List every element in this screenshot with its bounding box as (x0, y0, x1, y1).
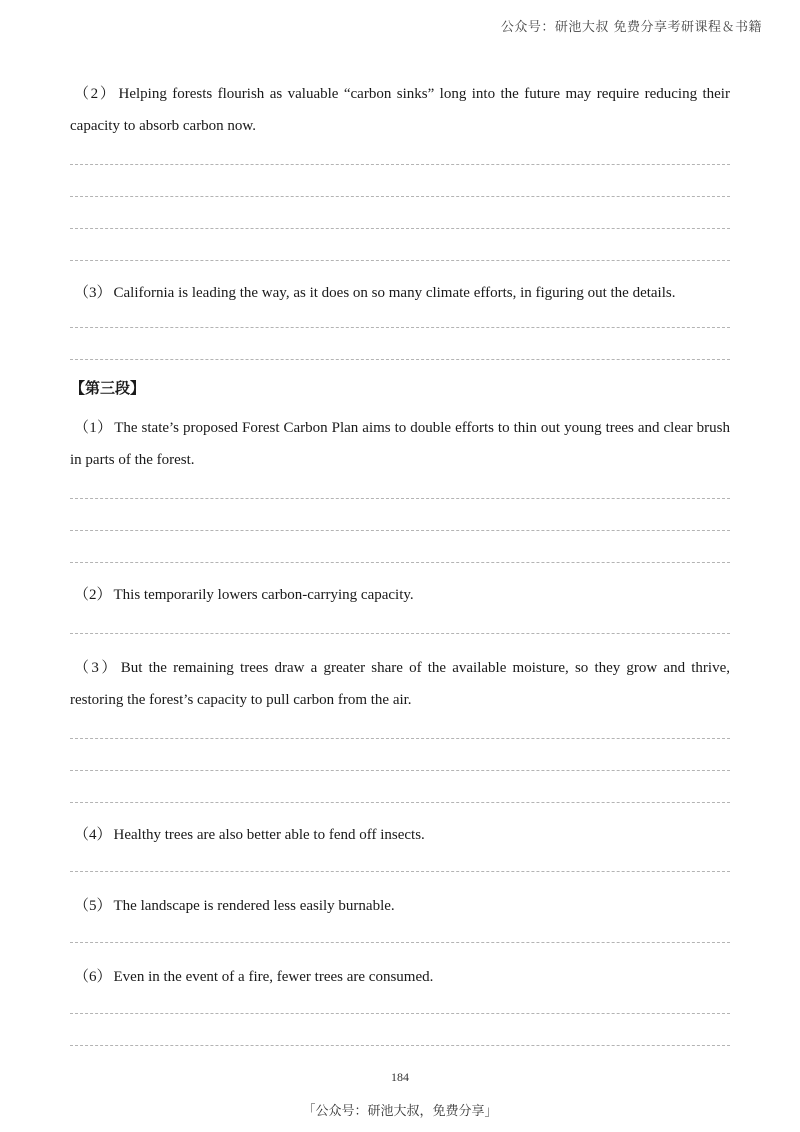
sentence-item (70, 579, 730, 611)
sentence-number: （5） (74, 898, 112, 914)
sentence-text: The state’s proposed Forest Carbon Plan aims to double efforts to thin out young trees and clear brush in parts of the forest. (70, 420, 730, 468)
sentence-text: Helping forests flourish as valuable “carbon sinks” long into the future may require reducing their capacity to absorb carbon now. (70, 86, 730, 134)
sentence-item (70, 652, 730, 716)
sentence-number: （3） (74, 285, 112, 301)
sentence-text: But the remaining trees draw a greater share of the available moisture, so they grow and thrive, restoring the forest’s capacity to pull carbon from the air. (70, 660, 730, 708)
answer-line[interactable] (70, 1045, 730, 1046)
sentence-item (70, 819, 730, 851)
worksheet-content (70, 78, 730, 1046)
sentence-number: （3） (74, 660, 119, 676)
sentence-number: （2） (74, 587, 112, 603)
footer-note: 「公众号：研池大叔，免费分享」 (302, 1104, 498, 1119)
sentence-item (70, 277, 730, 309)
sentence-item (70, 78, 730, 142)
section-title: 【第三段】 (70, 379, 146, 397)
page-number: 184 (391, 1070, 409, 1084)
sentence-item (70, 412, 730, 476)
sentence-text: California is leading the way, as it does on so many climate efforts, in figuring out the details. (113, 285, 676, 301)
header-note: 公众号：研池大叔 免费分享考研课程＆书籍 (500, 20, 762, 35)
sentence-text: This temporarily lowers carbon-carrying capacity. (113, 587, 414, 603)
sentence-number: （1） (74, 420, 113, 436)
sentence-number: （6） (74, 969, 112, 985)
sentence-text: Even in the event of a fire, fewer trees are consumed. (113, 969, 434, 985)
sentence-text: Healthy trees are also better able to fend off insects. (113, 827, 425, 843)
sentence-item (70, 890, 730, 922)
sentence-number: （4） (74, 827, 112, 843)
sentence-item (70, 961, 730, 993)
sentence-text: The landscape is rendered less easily burnable. (113, 898, 395, 914)
sentence-number: （2） (74, 86, 117, 102)
